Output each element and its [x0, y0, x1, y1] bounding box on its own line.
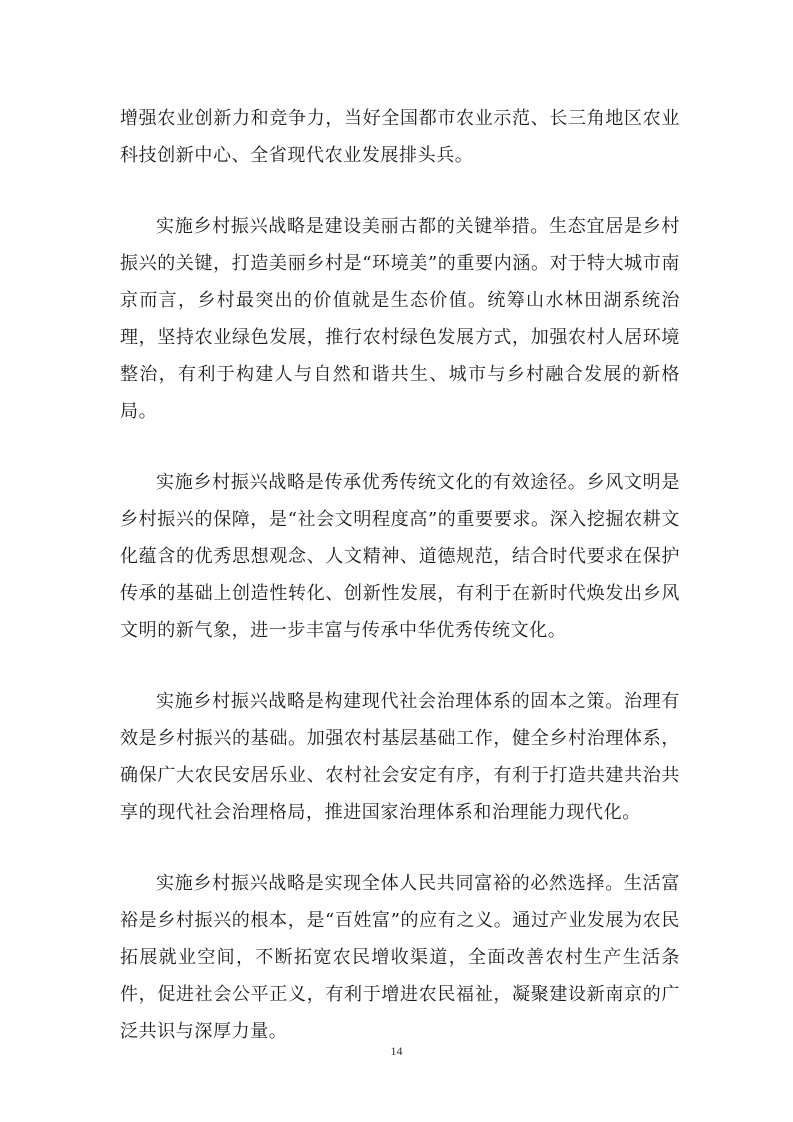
paragraph-5: 实施乡村振兴战略是实现全体人民共同富裕的必然选择。生活富裕是乡村振兴的根本，是“百姓富”的应有之义。通过产业发展为农民拓展就业空间，不断拓宽农民增收渠道，全面改善农村生产生活条件，促进社会公平正义，有利于增进农民福祉，凝聚建设新南京的广泛共识与深厚力量。: [120, 873, 680, 1042]
paragraph-1: 增强农业创新力和竞争力，当好全国都市农业示范、长三角地区农业科技创新中心、全省现代农业发展排头兵。: [120, 108, 680, 166]
body-text: [120, 100, 680, 1050]
paragraph-4: 实施乡村振兴战略是构建现代社会治理体系的固本之策。治理有效是乡村振兴的基础。加强农村基层基础工作，健全乡村治理体系，确保广大农民安居乐业、农村社会安定有序，有利于打造共建共治共享的现代社会治理格局，推进国家治理体系和治理能力现代化。: [120, 691, 680, 823]
paragraph-3: 实施乡村振兴战略是传承优秀传统文化的有效途径。乡风文明是乡村振兴的保障，是“社会文明程度高”的重要要求。深入挖掘农耕文化蕴含的优秀思想观念、人文精神、道德规范，结合时代要求在保护传承的基础上创造性转化、创新性发展，有利于在新时代焕发出乡风文明的新气象，进一步丰富与传承中华优秀传统文化。: [120, 472, 680, 641]
page-number: 14: [390, 1044, 403, 1058]
paragraph-2: 实施乡村振兴战略是建设美丽古都的关键举措。生态宜居是乡村振兴的关键，打造美丽乡村是“环境美”的重要内涵。对于特大城市南京而言，乡村最突出的价值就是生态价值。统筹山水林田湖系统治理，坚持农业绿色发展，推行农村绿色发展方式，加强农村人居环境整治，有利于构建人与自然和谐共生、城市与乡村融合发展的新格局。: [120, 216, 680, 422]
